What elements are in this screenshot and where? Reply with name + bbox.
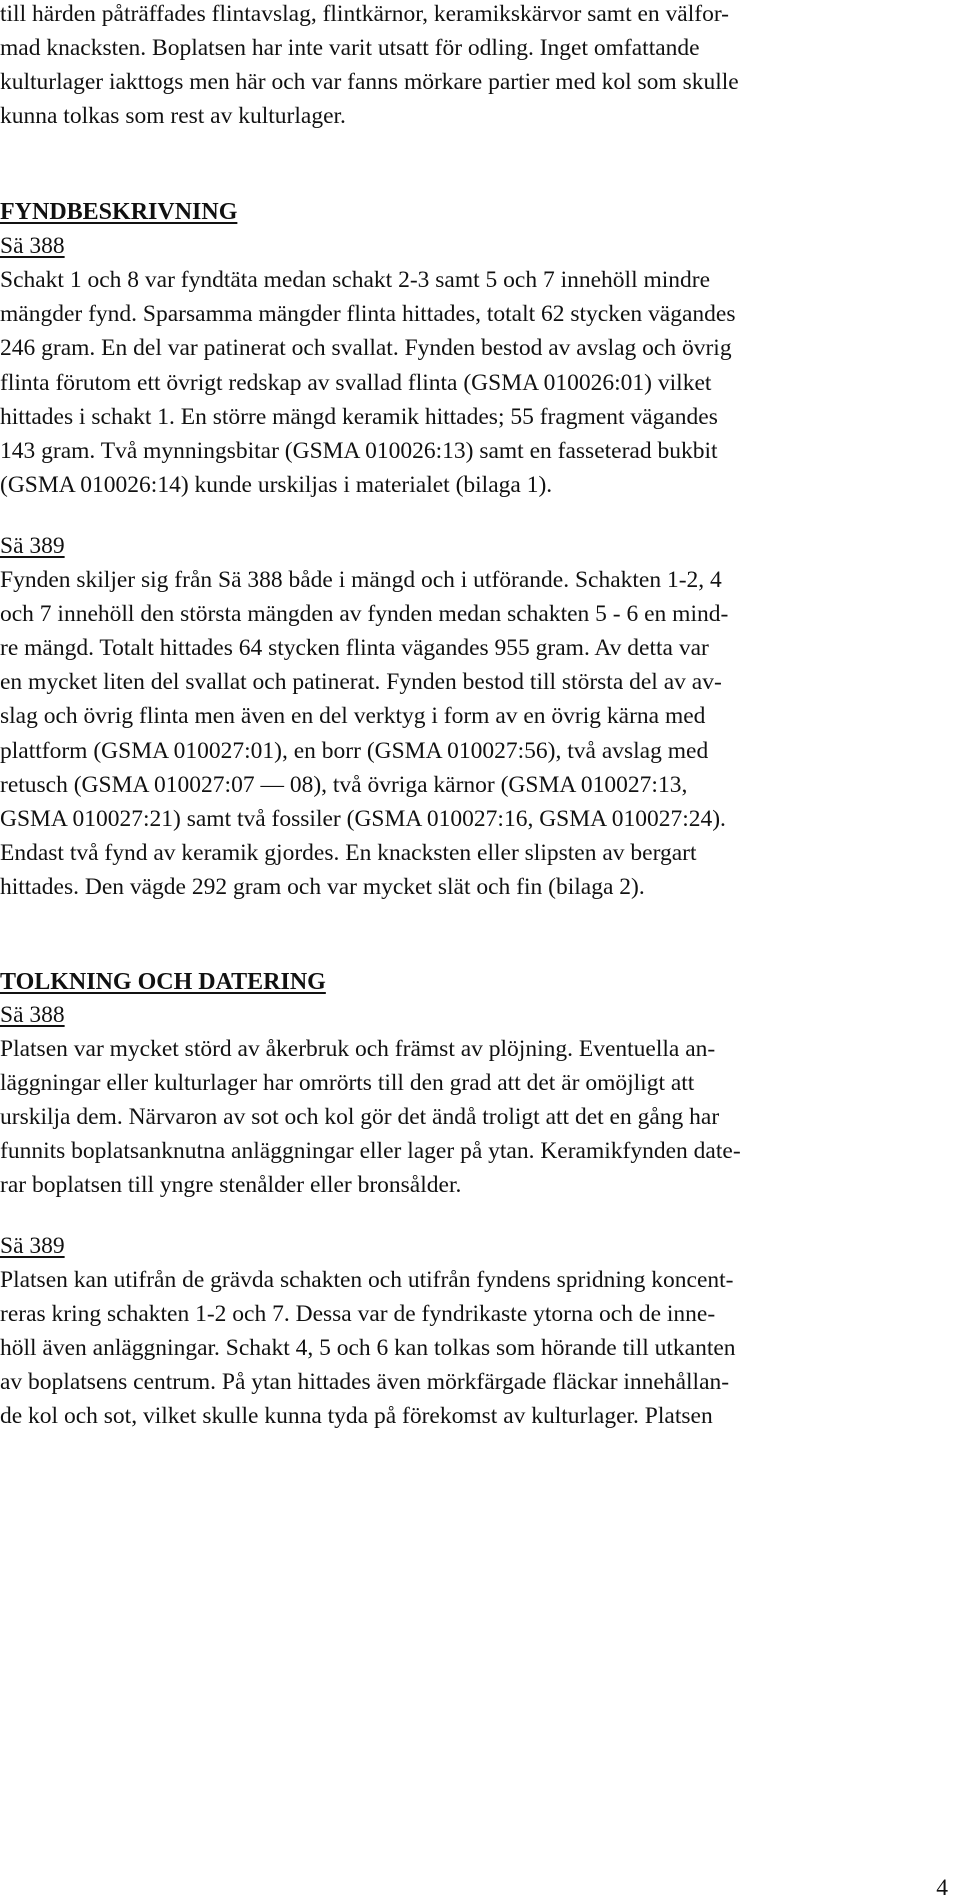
- body-line: 246 gram. En del var patinerat och svallat. Fynden bestod av avslag och övrig: [0, 335, 732, 361]
- body-line: av boplatsens centrum. På ytan hittades även mörkfärgade fläckar innehållan-: [0, 1369, 730, 1395]
- subheading-sa388: Sä 388: [0, 233, 65, 259]
- body-line: Schakt 1 och 8 var fyndtäta medan schakt 2-3 samt 5 och 7 innehöll mindre: [0, 267, 711, 293]
- body-line: höll även anläggningar. Schakt 4, 5 och 6 kan tolkas som hörande till utkanten: [0, 1335, 736, 1361]
- body-line: Platsen var mycket störd av åkerbruk och främst av plöjning. Eventuella an-: [0, 1036, 716, 1062]
- body-line: slag och övrig flinta men även en del verktyg i form av en övrig kärna med: [0, 703, 706, 729]
- intro-line: kulturlager iakttogs men här och var fanns mörkare partier med kol som skulle: [0, 69, 739, 95]
- body-line: hittades. Den vägde 292 gram och var mycket slät och fin (bilaga 2).: [0, 874, 645, 900]
- body-line: Fynden skiljer sig från Sä 388 både i mängd och i utförande. Schakten 1-2, 4: [0, 567, 722, 593]
- subheading-sa389: Sä 389: [0, 1233, 65, 1259]
- subheading-sa388: Sä 388: [0, 1002, 65, 1028]
- body-line: reras kring schakten 1-2 och 7. Dessa var de fyndrikaste ytorna och de inne-: [0, 1301, 716, 1327]
- body-line: retusch (GSMA 010027:07 — 08), två övriga kärnor (GSMA 010027:13,: [0, 772, 688, 798]
- body-line: en mycket liten del svallat och patinerat. Fynden bestod till största del av av-: [0, 669, 722, 695]
- intro-line: mad knacksten. Boplatsen har inte varit utsatt för odling. Inget omfattande: [0, 35, 700, 61]
- body-line: och 7 innehöll den största mängden av fynden medan schakten 5 - 6 en mind-: [0, 601, 729, 627]
- page-number: 4: [936, 1874, 948, 1901]
- body-line: (GSMA 010026:14) kunde urskiljas i materialet (bilaga 1).: [0, 472, 553, 498]
- body-line: GSMA 010027:21) samt två fossiler (GSMA 010027:16, GSMA 010027:24).: [0, 806, 726, 832]
- body-line: funnits boplatsanknutna anläggningar eller lager på ytan. Keramikfynden date-: [0, 1138, 741, 1164]
- body-line: rar boplatsen till yngre stenålder eller bronsålder.: [0, 1172, 462, 1198]
- body-line: urskilja dem. Närvaron av sot och kol gör det ändå troligt att det en gång har: [0, 1104, 720, 1130]
- section-heading-tolkning: TOLKNING OCH DATERING: [0, 969, 326, 995]
- intro-line: kunna tolkas som rest av kulturlager.: [0, 103, 346, 129]
- body-line: flinta förutom ett övrigt redskap av svallad flinta (GSMA 010026:01) vilket: [0, 370, 712, 396]
- body-line: 143 gram. Två mynningsbitar (GSMA 010026:13) samt en fasseterad bukbit: [0, 438, 718, 464]
- body-line: läggningar eller kulturlager har omrörts till den grad att det är omöjligt att: [0, 1070, 695, 1096]
- subheading-sa389: Sä 389: [0, 533, 65, 559]
- body-line: Platsen kan utifrån de grävda schakten och utifrån fyndens spridning koncent-: [0, 1267, 734, 1293]
- body-line: re mängd. Totalt hittades 64 stycken flinta vägandes 955 gram. Av detta var: [0, 635, 709, 661]
- body-line: Endast två fynd av keramik gjordes. En knacksten eller slipsten av bergart: [0, 840, 697, 866]
- section-heading-fyndbeskrivning: FYNDBESKRIVNING: [0, 199, 238, 225]
- body-line: hittades i schakt 1. En större mängd keramik hittades; 55 fragment vägandes: [0, 404, 718, 430]
- body-line: mängder fynd. Sparsamma mängder flinta hittades, totalt 62 stycken vägandes: [0, 301, 736, 327]
- intro-line: till härden påträffades flintavslag, flintkärnor, keramikskärvor samt en välfor-: [0, 1, 730, 27]
- body-line: de kol och sot, vilket skulle kunna tyda på förekomst av kulturlager. Platsen: [0, 1403, 713, 1429]
- body-line: plattform (GSMA 010027:01), en borr (GSMA 010027:56), två avslag med: [0, 738, 709, 764]
